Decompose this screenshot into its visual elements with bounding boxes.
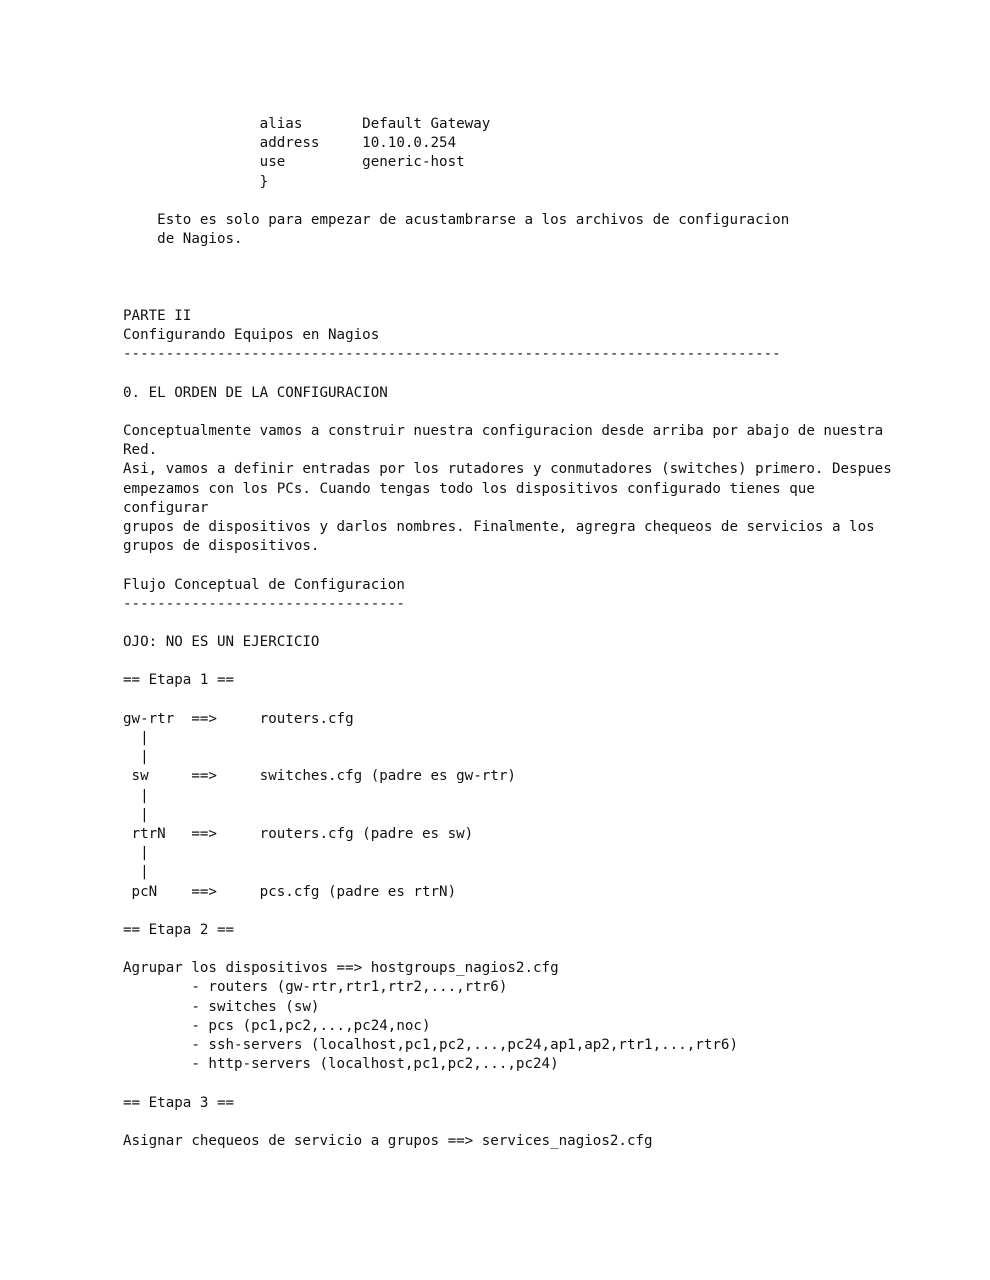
text-line xyxy=(123,1074,903,1093)
text-line: sw ==> switches.cfg (padre es gw-rtr) xyxy=(123,768,516,785)
text-line: grupos de dispositivos. xyxy=(123,538,320,555)
text-line: - pcs (pc1,pc2,...,pc24,noc) xyxy=(123,1017,431,1034)
text-line: Configurando Equipos en Nagios xyxy=(123,327,380,344)
text-line: | xyxy=(123,806,149,823)
text-line xyxy=(123,652,903,671)
text-line: == Etapa 1 == xyxy=(123,672,235,689)
text-line: | xyxy=(123,787,149,804)
text-line: de Nagios. xyxy=(123,231,243,248)
text-line: grupos de dispositivos y darlos nombres. Finalmente, agregra chequeos de servicios a los xyxy=(123,518,875,535)
text-line xyxy=(123,249,903,268)
text-line xyxy=(123,556,903,575)
text-line: | xyxy=(123,730,149,746)
text-line: Red. xyxy=(123,442,158,459)
text-line xyxy=(123,269,903,288)
text-line: 0. EL ORDEN DE LA CONFIGURACION xyxy=(123,384,388,401)
text-line xyxy=(123,364,903,383)
text-line xyxy=(123,192,903,211)
text-line xyxy=(123,403,903,422)
text-line: pcN ==> pcs.cfg (padre es rtrN) xyxy=(123,883,457,900)
text-line: Asignar chequeos de servicio a grupos ==> services_nagios2.cfg xyxy=(123,1132,653,1149)
text-line: rtrN ==> routers.cfg (padre es sw) xyxy=(123,825,474,842)
text-line: == Etapa 2 == xyxy=(123,921,235,938)
text-line: Agrupar los dispositivos ==> hostgroups_nagios2.cfg xyxy=(123,960,559,977)
text-line: - routers (gw-rtr,rtr1,rtr2,...,rtr6) xyxy=(123,979,508,996)
text-line xyxy=(123,940,903,959)
text-line: Esto es solo para empezar de acustambrarse a los archivos de configuracion xyxy=(123,211,790,228)
text-line: - switches (sw) xyxy=(123,998,320,1015)
text-line: gw-rtr ==> routers.cfg xyxy=(123,710,354,727)
text-line: OJO: NO ES UN EJERCICIO xyxy=(123,634,320,651)
text-line: | xyxy=(123,845,149,862)
text-line xyxy=(123,614,903,633)
text-line: --------------------------------- xyxy=(123,595,405,612)
text-line: | xyxy=(123,749,149,766)
text-line: | xyxy=(123,864,149,881)
document-text xyxy=(123,115,903,1151)
text-line: use generic-host xyxy=(123,154,465,171)
text-line: address 10.10.0.254 xyxy=(123,135,457,152)
text-line: Asi, vamos a definir entradas por los rutadores y conmutadores (switches) primero. Despues xyxy=(123,461,892,478)
text-line: PARTE II xyxy=(123,307,192,324)
text-line xyxy=(123,1113,903,1132)
text-line: - http-servers (localhost,pc1,pc2,...,pc24) xyxy=(123,1056,559,1073)
text-line: empezamos con los PCs. Cuando tengas todo los dispositivos configurado tienes que xyxy=(123,480,815,497)
text-line xyxy=(123,288,903,307)
text-line: Flujo Conceptual de Configuracion xyxy=(123,576,405,593)
text-line: configurar xyxy=(123,499,209,516)
text-line: alias Default Gateway xyxy=(123,116,491,132)
text-line: - ssh-servers (localhost,pc1,pc2,...,pc24,ap1,ap2,rtr1,...,rtr6) xyxy=(123,1037,738,1053)
text-line: } xyxy=(123,173,269,190)
text-line: ----------------------------------------------------------------------------- xyxy=(123,346,781,363)
text-line: == Etapa 3 == xyxy=(123,1094,235,1111)
text-line xyxy=(123,691,903,710)
text-line: Conceptualmente vamos a construir nuestra configuracion desde arriba por abajo de nuestra xyxy=(123,423,884,439)
text-line xyxy=(123,902,903,921)
